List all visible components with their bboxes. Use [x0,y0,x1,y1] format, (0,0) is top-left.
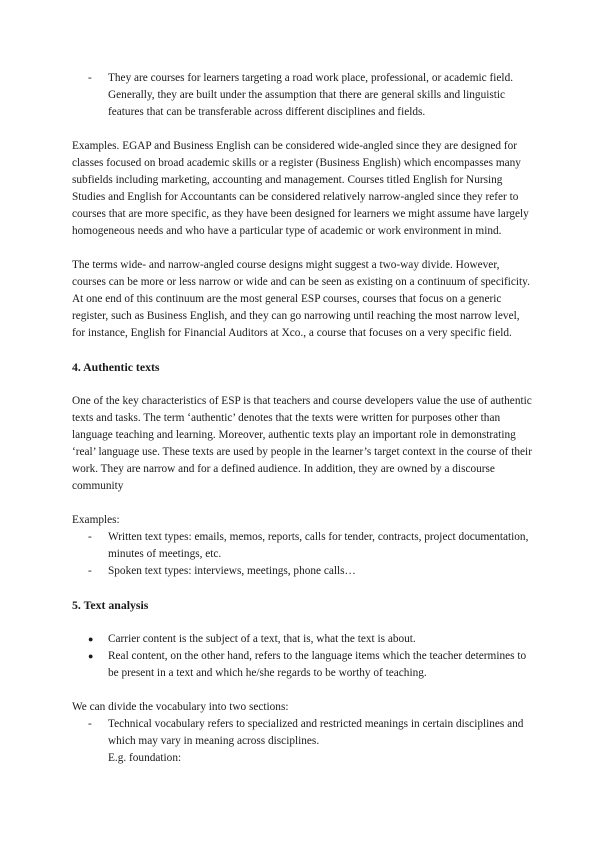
heading-text-analysis: 5. Text analysis [72,598,149,612]
examples-list-item [72,563,532,580]
bullet-list-text: Carrier content is the subject of a text, that is, what the text is about. [108,633,416,645]
dash-marker: - [88,531,92,543]
intro-list-item [72,70,532,121]
bullet-list-item [72,631,532,648]
examples-list-text: Written text types: emails, memos, reports, calls for tender, contracts, project documentation, minutes of meetings, etc. [108,531,529,560]
paragraph-authentic-texts: One of the key characteristics of ESP is that teachers and course developers value the use of authentic texts and tasks. The term ‘authentic’ denotes that the texts were written for purposes other than language teaching and learning. Moreover, authentic texts play an important role in demonstrating ‘real’ language use. These texts are used by people in the learner’s target context in the course of their work. They are narrow and for a defined audience. In addition, they are owned by a discourse community [72,395,532,492]
bullet-list-text: Real content, on the other hand, refers to the language items which the teacher determines to be present in a text and which he/she regards to be worthy of teaching. [108,650,527,679]
examples-list-item [72,529,532,563]
vocab-list-item [72,716,532,750]
document-page [72,70,532,767]
example-line: E.g. foundation: [108,752,182,764]
paragraph-vocabulary: We can divide the vocabulary into two sections: [72,701,289,713]
paragraph-examples-wide-narrow: Examples. EGAP and Business English can be considered wide-angled since they are designed for classes focused on broad academic skills or a register (Business English) which encompasses many subfields including marketing, accounting and management. Courses titled English for Nursing Studies and English for Accountants can be considered relatively narrow-angled since they refer to courses that are more specific, as they have been designed for learners we might assume have largely homogeneous needs and who have a particular type of academic or work environment in mind. [72,140,529,237]
bullet-marker: ● [88,634,94,644]
examples-list-text: Spoken text types: interviews, meetings, phone calls… [108,565,356,577]
intro-list-text: They are courses for learners targeting a road work place, professional, or academic field. Generally, they are built under the assumption that there are general skills and linguistic features that can be transferable across different disciplines and fields. [108,72,514,118]
bullet-list-item [72,648,532,682]
paragraph-continuum: The terms wide- and narrow-angled course designs might suggest a two-way divide. However, courses can be more or less narrow or wide and can be seen as existing on a continuum of specificity. At one end of this continuum are the most general ESP courses, courses that focus on a generic register, such as Business English, and they can go narrowing until reaching the most narrow level, for instance, English for Financial Auditors at Xco., a course that focuses on a very specific field. [72,259,530,339]
bullet-marker: ● [88,651,94,661]
heading-authentic-texts: 4. Authentic texts [72,360,160,374]
dash-marker: - [88,565,92,577]
vocab-list-text: Technical vocabulary refers to specialized and restricted meanings in certain disciplines and which may vary in meaning across disciplines. [108,718,524,747]
dash-marker: - [88,72,92,84]
dash-marker: - [88,718,92,730]
examples-label: Examples: [72,514,120,526]
